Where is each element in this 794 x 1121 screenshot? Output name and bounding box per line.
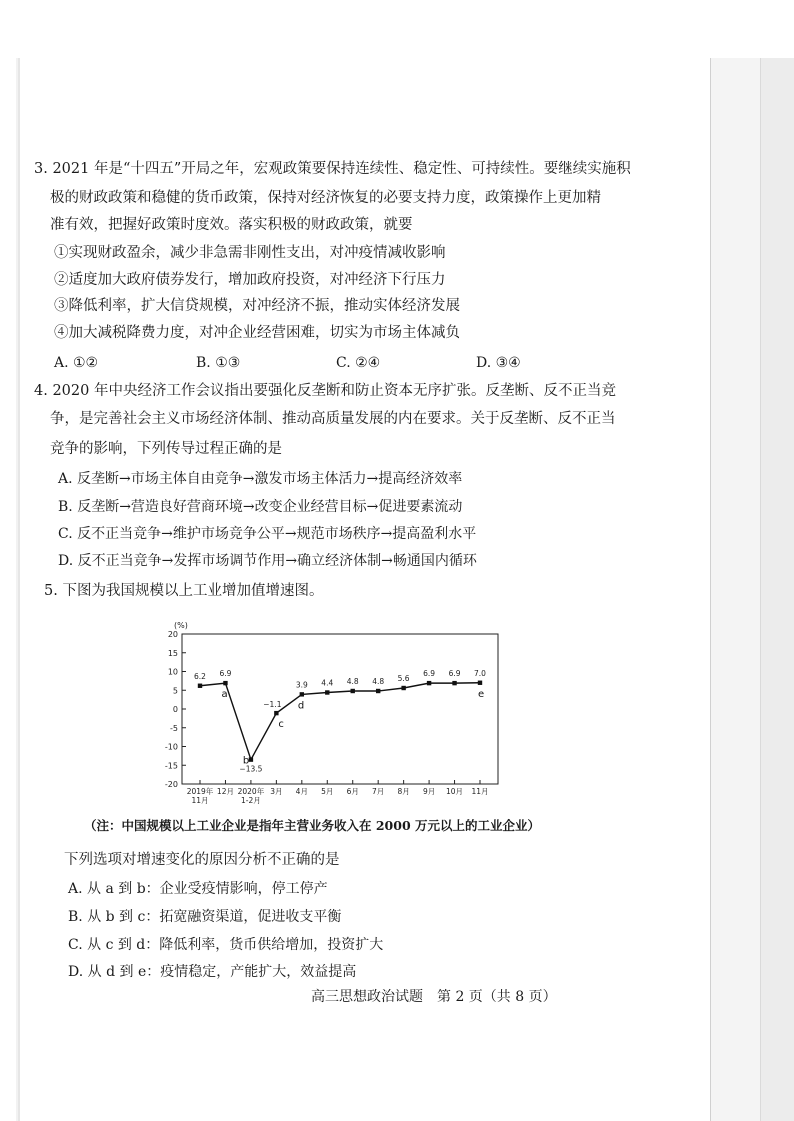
q5-option-b[interactable]: B. 从 b 到 c：拓宽融资渠道，促进收支平衡 xyxy=(68,909,342,925)
data-point xyxy=(249,757,253,761)
point-letter-a: a xyxy=(221,689,228,701)
data-point xyxy=(427,681,431,685)
point-letter-e: e xyxy=(478,688,485,700)
q5-stem: 5. 下图为我国规模以上工业增加值增速图。 xyxy=(44,583,324,599)
value-label: −1.1 xyxy=(263,700,282,710)
x-tick-label: 4月 xyxy=(295,787,308,796)
q3-item-1: ①实现财政盈余，减少非急需非刚性支出，对冲疫情减收影响 xyxy=(54,245,446,261)
y-tick-label: 10 xyxy=(167,667,178,677)
x-tick-label: 7月 xyxy=(372,787,385,796)
x-tick-label: 2020年 xyxy=(237,787,265,796)
y-tick-label: 5 xyxy=(172,686,178,696)
q3-option-a[interactable]: A. ①② xyxy=(54,355,99,371)
plot-frame xyxy=(182,634,498,784)
data-point xyxy=(401,686,405,690)
page-edge-back xyxy=(760,58,794,1121)
y-tick-label: 0 xyxy=(172,705,178,714)
q5-option-c[interactable]: C. 从 c 到 d：降低利率，货币供给增加，投资扩大 xyxy=(68,937,384,953)
point-letters xyxy=(221,689,484,767)
q3-option-b[interactable]: B. ①③ xyxy=(196,355,241,371)
x-tick-label: 3月 xyxy=(270,787,283,796)
x-tick-label: 6月 xyxy=(346,787,359,796)
value-label: 6.2 xyxy=(194,671,206,681)
value-label: 6.9 xyxy=(423,669,436,679)
value-label: 7.0 xyxy=(474,668,486,678)
series-line xyxy=(200,683,480,760)
q5-option-d[interactable]: D. 从 d 到 e：疫情稳定，产能扩大，效益提高 xyxy=(68,964,357,980)
q4-stem-line-2: 争，是完善社会主义市场经济体制、推动高质量发展的内在要求。关于反垄断、反不正当 xyxy=(50,411,616,427)
value-label: 5.6 xyxy=(397,674,410,683)
data-point xyxy=(351,689,355,693)
value-label: 4.4 xyxy=(321,678,334,688)
data-point xyxy=(300,692,304,696)
page-footer: 高三思想政治试题 第 2 页（共 8 页） xyxy=(311,989,557,1005)
x-tick-label: 8月 xyxy=(397,787,410,796)
growth-rate-line-chart xyxy=(150,618,510,810)
value-label: 6.9 xyxy=(448,669,461,679)
q4-stem-line-1: 4. 2020 年中央经济工作会议指出要强化反垄断和防止资本无序扩张。反垄断、反不正当竞 xyxy=(34,383,616,399)
value-label: 6.9 xyxy=(219,669,232,679)
point-letter-b: b xyxy=(242,755,250,767)
q5-option-a[interactable]: A. 从 a 到 b：企业受疫情影响，停工停产 xyxy=(68,881,328,897)
x-tick-label: 5月 xyxy=(321,787,334,796)
x-tick-sublabel: 1-2月 xyxy=(241,796,261,805)
q3-stem-line-1: 3. 2021 年是“十四五”开局之年，宏观政策要保持连续性、稳定性、可持续性。要继续实施积 xyxy=(34,161,631,177)
y-tick-label: 20 xyxy=(167,630,178,639)
data-point xyxy=(198,684,202,688)
y-tick-label: -15 xyxy=(164,761,178,771)
value-label: 4.8 xyxy=(346,677,359,686)
q4-option-a[interactable]: A. 反垄断→市场主体自由竞争→激发市场主体活力→提高经济效率 xyxy=(58,471,463,487)
x-tick-label: 12月 xyxy=(216,787,234,796)
y-tick-label: -20 xyxy=(164,780,178,789)
y-tick-label: 15 xyxy=(167,648,178,658)
q4-option-c[interactable]: C. 反不正当竞争→维护市场竞争公平→规范市场秩序→提高盈利水平 xyxy=(58,526,477,542)
q3-option-d[interactable]: D. ③④ xyxy=(476,355,521,371)
x-tick-label: 11月 xyxy=(471,787,489,796)
x-tick-sublabel: 11月 xyxy=(191,796,209,805)
y-axis-ticks xyxy=(165,630,186,789)
q3-stem-line-2: 极的财政政策和稳健的货币政策，保持对经济恢复的必要支持力度，政策操作上更加精 xyxy=(50,190,601,206)
x-tick-label: 10月 xyxy=(446,787,464,796)
y-tick-label: -5 xyxy=(170,723,178,733)
q4-option-b[interactable]: B. 反垄断→营造良好营商环境→改变企业经营目标→促进要素流动 xyxy=(58,499,463,515)
data-point xyxy=(452,681,456,685)
q5-note: （注：中国规模以上工业企业是指年主营业务收入在 2000 万元以上的工业企业） xyxy=(84,818,540,833)
q4-stem-line-3: 竞争的影响，下列传导过程正确的是 xyxy=(50,441,282,457)
q3-item-3: ③降低利率，扩大信贷规模，对冲经济不振，推动实体经济发展 xyxy=(54,298,460,314)
q3-option-c[interactable]: C. ②④ xyxy=(336,355,381,371)
y-axis-unit: (%) xyxy=(174,621,188,630)
x-tick-label: 2019年 xyxy=(186,787,214,796)
data-point xyxy=(376,689,380,693)
data-point xyxy=(325,690,329,694)
value-label: 3.9 xyxy=(295,680,308,690)
x-tick-label: 9月 xyxy=(422,787,436,796)
value-label: −13.5 xyxy=(239,764,263,774)
q3-stem-line-3: 准有效，把握好政策时度效。落实积极的财政政策，就要 xyxy=(50,217,413,233)
data-point xyxy=(478,681,482,685)
value-label: 4.8 xyxy=(372,677,385,686)
data-point xyxy=(223,681,227,685)
data-point xyxy=(274,711,278,715)
q3-item-4: ④加大减税降费力度，对冲企业经营困难，切实为市场主体减负 xyxy=(54,325,460,341)
q4-option-d[interactable]: D. 反不正当竞争→发挥市场调节作用→确立经济体制→畅通国内循环 xyxy=(58,553,477,569)
point-letter-d: d xyxy=(297,700,305,712)
q5-question: 下列选项对增速变化的原因分析不正确的是 xyxy=(64,852,340,868)
y-tick-label: -10 xyxy=(164,742,178,752)
point-letter-c: c xyxy=(278,719,284,731)
q3-item-2: ②适度加大政府债券发行，增加政府投资，对冲经济下行压力 xyxy=(54,272,446,288)
